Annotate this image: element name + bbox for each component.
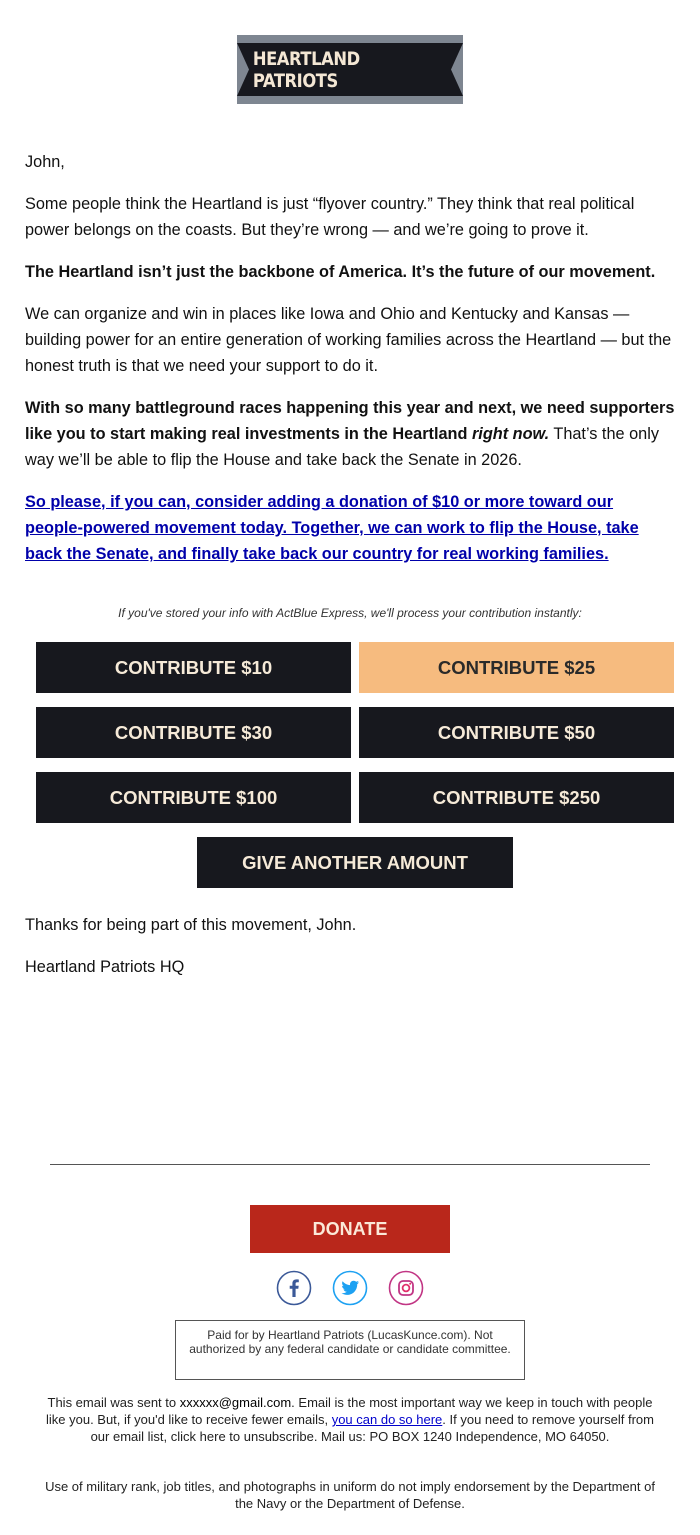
legal-pre: This email was sent to — [47, 1395, 180, 1410]
footer-divider — [50, 1164, 650, 1165]
give-another-amount-button[interactable]: GIVE ANOTHER AMOUNT — [197, 837, 513, 888]
logo-text: HEARTLAND PATRIOTS — [252, 47, 360, 92]
signoff: Heartland Patriots HQ — [25, 958, 185, 976]
email-legal-notice — [45, 1394, 655, 1445]
paragraph-4-italic: right now. — [471, 425, 550, 443]
paragraph-4-bold: With so many battleground races happening this year and next, we need supporters like you to start making real investments in the Heartland — [25, 399, 675, 443]
paid-for-disclaimer: Paid for by Heartland Patriots (LucasKunce.com). Not authorized by any federal candidate or candidate committee. — [175, 1320, 525, 1380]
paragraph-3: We can organize and win in places like Iowa and Ohio and Kentucky and Kansas — building power for an entire generation of working families across the Heartland — but the honest truth is that we need your support to do it. — [25, 305, 672, 375]
contribute-25-button[interactable]: CONTRIBUTE $25 — [359, 642, 674, 693]
paragraph-1: Some people think the Heartland is just “flyover country.” They think that real political power belongs on the coasts. But they’re wrong — and we’re going to prove it. — [25, 195, 635, 239]
paragraph-4-rest: That’s the only way we’ll be able to flip the House and take back the Senate in 2026. — [25, 425, 659, 469]
legal-mid: . Email is the most important way we keep in touch with people like you. But, if you'd like to receive fewer emails, — [45, 1395, 653, 1427]
paragraph-5 — [25, 489, 675, 567]
paragraph-4 — [25, 395, 675, 473]
donate-button[interactable]: DONATE — [250, 1205, 450, 1253]
closing — [25, 913, 675, 997]
contribute-100-button[interactable]: CONTRIBUTE $100 — [36, 772, 351, 823]
contribute-50-button[interactable]: CONTRIBUTE $50 — [359, 707, 674, 758]
contribute-30-button[interactable]: CONTRIBUTE $30 — [36, 707, 351, 758]
fewer-emails-link[interactable]: you can do so here — [331, 1412, 443, 1427]
header — [0, 35, 700, 104]
contribute-10-button[interactable]: CONTRIBUTE $10 — [36, 642, 351, 693]
military-disclaimer: Use of military rank, job titles, and photographs in uniform do not imply endorsement by the Department of the Navy or the Department of Defense. — [45, 1479, 655, 1511]
instagram-icon[interactable] — [388, 1270, 424, 1306]
legal-post: . If you need to remove yourself from our email list, click here to unsubscribe. Mail us: PO BOX 1240 Independence, MO 64050. — [90, 1412, 654, 1444]
actblue-express-note: If you've stored your info with ActBlue Express, we'll process your contribution instantly: — [118, 606, 582, 620]
paragraph-2: The Heartland isn’t just the backbone of America. It’s the future of our movement. — [25, 263, 656, 281]
recipient-email: xxxxxx@gmail.com — [179, 1395, 292, 1410]
letter-body — [25, 149, 675, 583]
heartland-patriots-logo[interactable] — [237, 35, 463, 104]
thanks-line: Thanks for being part of this movement, John. — [25, 916, 357, 934]
twitter-icon[interactable] — [332, 1270, 368, 1306]
contribute-250-button[interactable]: CONTRIBUTE $250 — [359, 772, 674, 823]
donation-ask-link[interactable]: So please, if you can, consider adding a donation of $10 or more toward our people-powered movement today. Together, we can work to flip the House, take back the Senate, and finally take back our country for real working families. — [25, 493, 639, 563]
greeting: John, — [25, 153, 65, 171]
facebook-icon[interactable] — [276, 1270, 312, 1306]
